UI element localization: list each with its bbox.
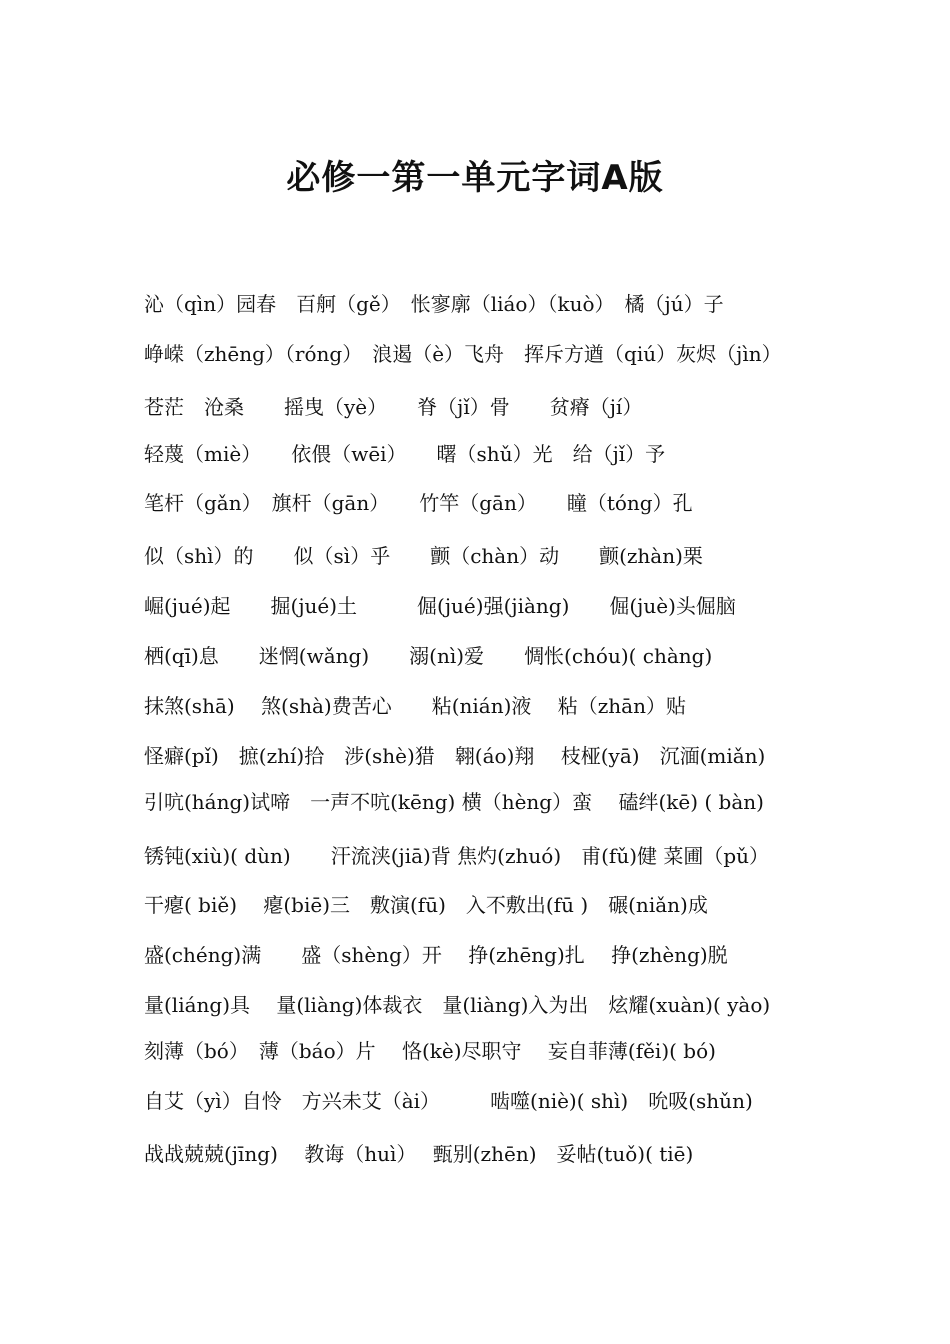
vocab-line: 量(liáng)具 量(liàng)体裁衣 量(liàng)入为出 炫耀(xuàn)( yào) — [144, 993, 771, 1017]
document-title: 必修一第一单元字词A版 — [286, 158, 664, 198]
vocab-line: 怪癖(pǐ) 摭(zhí)拾 涉(shè)猎 翱(áo)翔 枝桠(yā) 沉湎(miǎn) — [144, 744, 766, 768]
vocab-line: 干瘪( biě) 瘪(biē)三 敷演(fū) 入不敷出(fū ) 碾(niǎn)成 — [144, 893, 708, 917]
vocab-line: 自艾（yì）自怜 方兴未艾（ài） 啮噬(niè)( shì) 吮吸(shǔn) — [144, 1089, 753, 1113]
vocab-line: 崛(jué)起 掘(jué)土 倔(jué)强(jiàng) 倔(juè)头倔脑 — [144, 594, 736, 618]
vocab-line: 似（shì）的 似（sì）乎 颤（chàn）动 颤(zhàn)栗 — [144, 544, 703, 568]
vocab-line: 抹煞(shā) 煞(shà)费苦心 粘(nián)液 粘（zhān）贴 — [144, 694, 686, 718]
vocab-line: 盛(chéng)满 盛（shèng）开 挣(zhēng)扎 挣(zhèng)脱 — [144, 943, 728, 967]
vocab-line: 峥嵘（zhēng）（róng） 浪遏（è）飞舟 挥斥方遒（qiú）灰烬（jìn） — [144, 342, 782, 366]
vocab-line: 战战兢兢(jīng) 教诲（huì） 甄别(zhēn) 妥帖(tuǒ)( tiē) — [144, 1142, 694, 1166]
vocab-line: 沁（qìn）园春 百舸（gě） 怅寥廓（liáo）（kuò） 橘（jú）子 — [144, 292, 724, 316]
vocab-line: 锈钝(xiù)( dùn) 汗流浃(jiā)背 焦灼(zhuó) 甫(fǔ)健 菜圃（pǔ） — [144, 844, 770, 868]
vocab-line: 苍茫 沧桑 摇曳（yè） 脊（jǐ）骨 贫瘠（jí） — [144, 395, 643, 419]
vocab-line: 引吭(háng)试啼 一声不吭(kēng) 横（hèng）蛮 磕绊(kē) ( bàn) — [144, 790, 764, 814]
vocab-line: 刻薄（bó） 薄（báo）片 恪(kè)尽职守 妄自菲薄(fěi)( bó) — [144, 1039, 716, 1063]
vocab-line: 轻蔑（miè） 依偎（wēi） 曙（shǔ）光 给（jǐ）予 — [144, 442, 666, 466]
vocab-line: 栖(qī)息 迷惘(wǎng) 溺(nì)爱 惆怅(chóu)( chàng) — [144, 644, 713, 668]
vocab-line: 笔杆（gǎn） 旗杆（gān） 竹竿（gān） 瞳（tóng）孔 — [144, 491, 693, 515]
